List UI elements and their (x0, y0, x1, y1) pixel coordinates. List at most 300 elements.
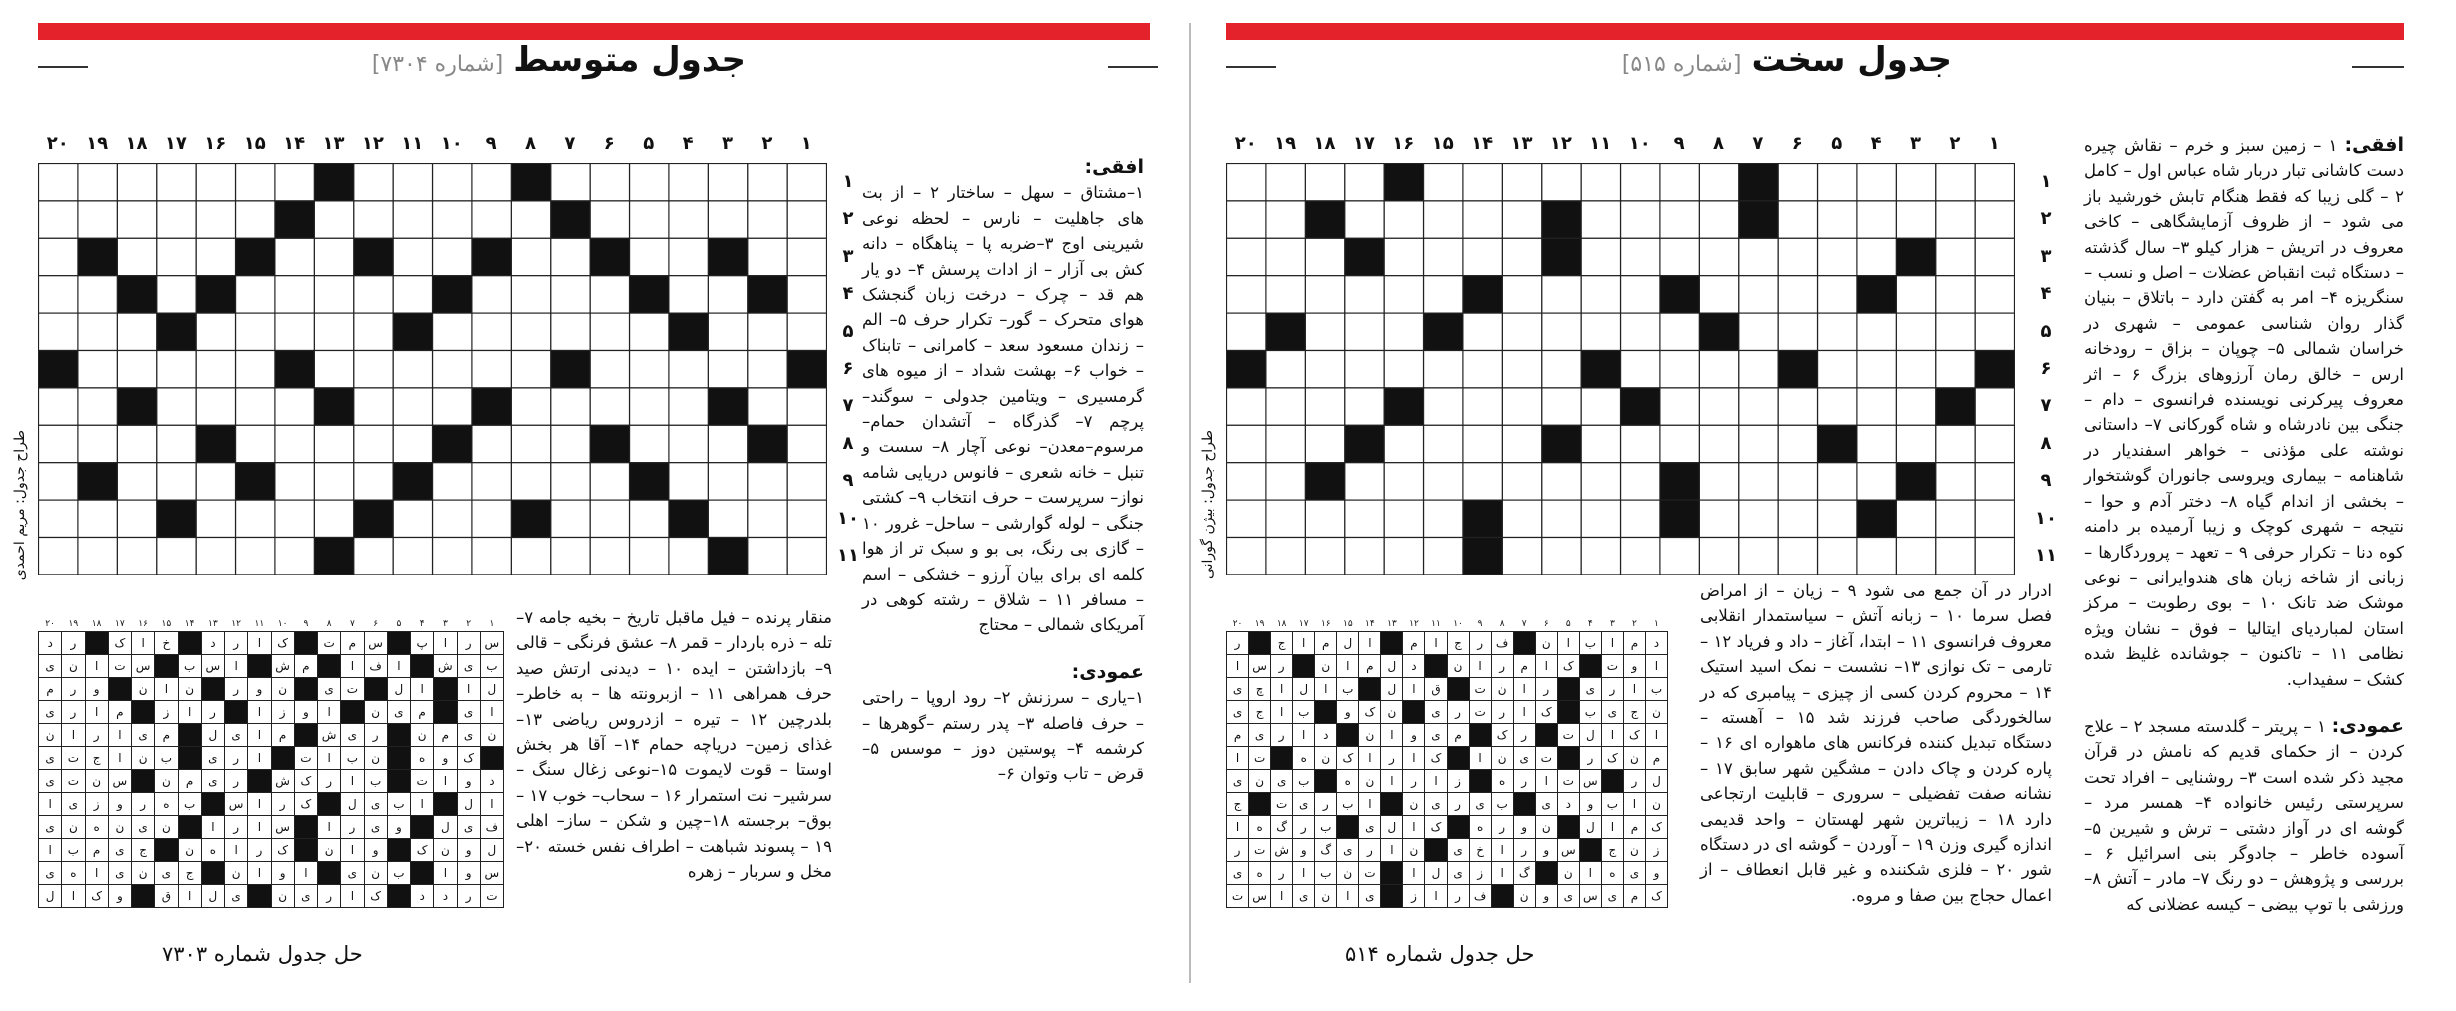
grid-cell[interactable] (630, 238, 669, 275)
grid-cell[interactable] (1975, 500, 2014, 537)
grid-cell[interactable] (748, 201, 787, 238)
grid-cell[interactable] (1345, 201, 1384, 238)
grid-cell[interactable] (511, 238, 550, 275)
grid-cell[interactable] (393, 500, 432, 537)
grid-cell[interactable] (472, 201, 511, 238)
grid-cell[interactable] (78, 201, 117, 238)
grid-cell[interactable] (1542, 313, 1581, 350)
grid-cell[interactable] (1424, 463, 1463, 500)
grid-cell[interactable] (1936, 313, 1975, 350)
grid-cell[interactable] (196, 238, 235, 275)
grid-cell[interactable] (433, 164, 472, 201)
grid-cell[interactable] (1739, 425, 1778, 462)
grid-cell[interactable] (1621, 276, 1660, 313)
grid-cell[interactable] (1896, 500, 1935, 537)
grid-cell[interactable] (1621, 351, 1660, 388)
grid-cell[interactable] (1621, 238, 1660, 275)
grid-cell[interactable] (1699, 351, 1738, 388)
grid-cell[interactable] (1384, 238, 1423, 275)
grid-cell[interactable] (1305, 313, 1344, 350)
grid-cell[interactable] (1305, 538, 1344, 575)
grid-cell[interactable] (669, 164, 708, 201)
grid-cell[interactable] (1621, 538, 1660, 575)
grid-cell[interactable] (1975, 388, 2014, 425)
grid-cell[interactable] (1463, 201, 1502, 238)
grid-cell[interactable] (314, 351, 353, 388)
grid-cell[interactable] (236, 425, 275, 462)
grid-cell[interactable] (1936, 500, 1975, 537)
grid-cell[interactable] (39, 425, 78, 462)
grid-cell[interactable] (1699, 463, 1738, 500)
grid-cell[interactable] (1896, 201, 1935, 238)
grid-cell[interactable] (787, 425, 826, 462)
grid-cell[interactable] (511, 351, 550, 388)
grid-cell[interactable] (1660, 351, 1699, 388)
grid-cell[interactable] (314, 425, 353, 462)
grid-cell[interactable] (1936, 164, 1975, 201)
grid-cell[interactable] (236, 164, 275, 201)
grid-cell[interactable] (196, 388, 235, 425)
grid-cell[interactable] (630, 201, 669, 238)
grid-cell[interactable] (1384, 276, 1423, 313)
grid-cell[interactable] (630, 313, 669, 350)
grid-cell[interactable] (1699, 164, 1738, 201)
grid-cell[interactable] (708, 313, 747, 350)
grid-cell[interactable] (78, 313, 117, 350)
grid-cell[interactable] (1857, 313, 1896, 350)
grid-cell[interactable] (748, 238, 787, 275)
grid-cell[interactable] (1621, 425, 1660, 462)
grid-cell[interactable] (1739, 351, 1778, 388)
grid-cell[interactable] (1818, 238, 1857, 275)
grid-cell[interactable] (1778, 463, 1817, 500)
grid-cell[interactable] (275, 164, 314, 201)
grid-cell[interactable] (1739, 388, 1778, 425)
grid-cell[interactable] (117, 538, 156, 575)
grid-cell[interactable] (393, 276, 432, 313)
grid-cell[interactable] (1778, 201, 1817, 238)
grid-cell[interactable] (787, 388, 826, 425)
grid-cell[interactable] (1699, 238, 1738, 275)
grid-cell[interactable] (1542, 388, 1581, 425)
grid-cell[interactable] (39, 238, 78, 275)
grid-cell[interactable] (1699, 201, 1738, 238)
grid-cell[interactable] (1857, 238, 1896, 275)
grid-cell[interactable] (1266, 463, 1305, 500)
grid-cell[interactable] (1463, 164, 1502, 201)
grid-cell[interactable] (1581, 276, 1620, 313)
grid-cell[interactable] (1542, 164, 1581, 201)
grid-cell[interactable] (117, 164, 156, 201)
grid-cell[interactable] (1227, 463, 1266, 500)
grid-cell[interactable] (1818, 351, 1857, 388)
grid-cell[interactable] (236, 538, 275, 575)
grid-cell[interactable] (1857, 164, 1896, 201)
grid-cell[interactable] (1818, 538, 1857, 575)
grid-cell[interactable] (472, 463, 511, 500)
grid-cell[interactable] (787, 538, 826, 575)
grid-cell[interactable] (39, 201, 78, 238)
grid-cell[interactable] (1424, 425, 1463, 462)
grid-cell[interactable] (1581, 388, 1620, 425)
grid-cell[interactable] (1266, 238, 1305, 275)
grid-cell[interactable] (1975, 463, 2014, 500)
grid-cell[interactable] (196, 351, 235, 388)
grid-cell[interactable] (708, 500, 747, 537)
grid-cell[interactable] (433, 351, 472, 388)
grid-cell[interactable] (708, 164, 747, 201)
grid-cell[interactable] (1502, 463, 1541, 500)
grid-cell[interactable] (1896, 313, 1935, 350)
grid-cell[interactable] (433, 201, 472, 238)
grid-cell[interactable] (236, 201, 275, 238)
grid-cell[interactable] (1502, 500, 1541, 537)
grid-cell[interactable] (1463, 425, 1502, 462)
grid-cell[interactable] (472, 276, 511, 313)
grid-cell[interactable] (708, 463, 747, 500)
grid-cell[interactable] (748, 538, 787, 575)
grid-cell[interactable] (1739, 538, 1778, 575)
grid-cell[interactable] (78, 276, 117, 313)
grid-cell[interactable] (275, 500, 314, 537)
grid-cell[interactable] (1857, 201, 1896, 238)
grid-cell[interactable] (1699, 500, 1738, 537)
grid-cell[interactable] (1227, 313, 1266, 350)
grid-cell[interactable] (590, 500, 629, 537)
grid-cell[interactable] (1896, 164, 1935, 201)
grid-cell[interactable] (1345, 351, 1384, 388)
grid-cell[interactable] (314, 276, 353, 313)
grid-cell[interactable] (1660, 388, 1699, 425)
grid-cell[interactable] (1424, 201, 1463, 238)
grid-cell[interactable] (1424, 500, 1463, 537)
grid-cell[interactable] (393, 164, 432, 201)
grid-cell[interactable] (748, 388, 787, 425)
grid-cell[interactable] (1227, 538, 1266, 575)
grid-cell[interactable] (787, 201, 826, 238)
grid-cell[interactable] (1739, 463, 1778, 500)
grid-cell[interactable] (669, 538, 708, 575)
grid-cell[interactable] (1778, 313, 1817, 350)
grid-cell[interactable] (1975, 164, 2014, 201)
grid-cell[interactable] (1581, 201, 1620, 238)
grid-cell[interactable] (630, 425, 669, 462)
grid-cell[interactable] (511, 538, 550, 575)
grid-cell[interactable] (1857, 425, 1896, 462)
grid-cell[interactable] (1345, 538, 1384, 575)
grid-cell[interactable] (354, 463, 393, 500)
grid-cell[interactable] (1463, 351, 1502, 388)
grid-cell[interactable] (1818, 388, 1857, 425)
grid-cell[interactable] (1581, 538, 1620, 575)
grid-cell[interactable] (551, 164, 590, 201)
grid-cell[interactable] (748, 313, 787, 350)
grid-cell[interactable] (1266, 201, 1305, 238)
grid-cell[interactable] (708, 425, 747, 462)
grid-cell[interactable] (1581, 425, 1620, 462)
grid-cell[interactable] (117, 238, 156, 275)
grid-cell[interactable] (1424, 164, 1463, 201)
grid-cell[interactable] (1502, 164, 1541, 201)
grid-cell[interactable] (433, 538, 472, 575)
grid-cell[interactable] (511, 201, 550, 238)
grid-cell[interactable] (1975, 238, 2014, 275)
grid-cell[interactable] (236, 500, 275, 537)
grid-cell[interactable] (1936, 201, 1975, 238)
grid-cell[interactable] (551, 238, 590, 275)
grid-cell[interactable] (787, 313, 826, 350)
grid-cell[interactable] (1778, 164, 1817, 201)
grid-cell[interactable] (236, 388, 275, 425)
grid-cell[interactable] (1502, 425, 1541, 462)
grid-cell[interactable] (1699, 388, 1738, 425)
grid-cell[interactable] (275, 463, 314, 500)
grid-cell[interactable] (433, 388, 472, 425)
grid-cell[interactable] (1305, 276, 1344, 313)
grid-cell[interactable] (1581, 238, 1620, 275)
grid-cell[interactable] (157, 538, 196, 575)
grid-cell[interactable] (1345, 164, 1384, 201)
grid-cell[interactable] (39, 276, 78, 313)
grid-cell[interactable] (1936, 351, 1975, 388)
grid-cell[interactable] (236, 351, 275, 388)
grid-cell[interactable] (433, 238, 472, 275)
grid-cell[interactable] (472, 164, 511, 201)
grid-cell[interactable] (1384, 425, 1423, 462)
grid-cell[interactable] (1463, 388, 1502, 425)
grid-cell[interactable] (1345, 276, 1384, 313)
grid-cell[interactable] (1266, 500, 1305, 537)
grid-cell[interactable] (630, 388, 669, 425)
grid-cell[interactable] (669, 425, 708, 462)
grid-cell[interactable] (1699, 425, 1738, 462)
grid-cell[interactable] (1266, 276, 1305, 313)
grid-cell[interactable] (511, 425, 550, 462)
grid-cell[interactable] (433, 500, 472, 537)
grid-cell[interactable] (1502, 238, 1541, 275)
grid-cell[interactable] (1305, 500, 1344, 537)
grid-cell[interactable] (1266, 425, 1305, 462)
grid-cell[interactable] (275, 388, 314, 425)
grid-cell[interactable] (78, 538, 117, 575)
grid-cell[interactable] (1227, 201, 1266, 238)
grid-cell[interactable] (590, 276, 629, 313)
grid-cell[interactable] (787, 500, 826, 537)
grid-cell[interactable] (354, 425, 393, 462)
grid-cell[interactable] (1581, 164, 1620, 201)
grid-cell[interactable] (196, 538, 235, 575)
grid-cell[interactable] (157, 276, 196, 313)
grid-cell[interactable] (275, 238, 314, 275)
grid-cell[interactable] (1778, 500, 1817, 537)
grid-cell[interactable] (551, 538, 590, 575)
grid-cell[interactable] (157, 351, 196, 388)
grid-cell[interactable] (433, 463, 472, 500)
grid-cell[interactable] (1424, 238, 1463, 275)
grid-cell[interactable] (393, 538, 432, 575)
grid-cell[interactable] (708, 351, 747, 388)
grid-cell[interactable] (314, 500, 353, 537)
grid-cell[interactable] (1857, 538, 1896, 575)
grid-cell[interactable] (590, 164, 629, 201)
grid-cell[interactable] (1739, 500, 1778, 537)
grid-cell[interactable] (1463, 238, 1502, 275)
grid-cell[interactable] (1699, 538, 1738, 575)
grid-cell[interactable] (1305, 238, 1344, 275)
grid-cell[interactable] (1305, 388, 1344, 425)
grid-cell[interactable] (1424, 538, 1463, 575)
grid-cell[interactable] (1581, 500, 1620, 537)
grid-cell[interactable] (1345, 313, 1384, 350)
grid-cell[interactable] (1345, 463, 1384, 500)
grid-cell[interactable] (1660, 313, 1699, 350)
grid-cell[interactable] (39, 388, 78, 425)
grid-cell[interactable] (157, 463, 196, 500)
grid-cell[interactable] (708, 201, 747, 238)
grid-cell[interactable] (1896, 276, 1935, 313)
grid-cell[interactable] (1975, 425, 2014, 462)
grid-cell[interactable] (433, 313, 472, 350)
grid-cell[interactable] (1975, 313, 2014, 350)
grid-cell[interactable] (1345, 388, 1384, 425)
grid-cell[interactable] (669, 201, 708, 238)
grid-cell[interactable] (787, 276, 826, 313)
grid-cell[interactable] (590, 351, 629, 388)
grid-cell[interactable] (1896, 388, 1935, 425)
grid-cell[interactable] (472, 351, 511, 388)
grid-cell[interactable] (1621, 313, 1660, 350)
grid-cell[interactable] (157, 238, 196, 275)
grid-cell[interactable] (275, 313, 314, 350)
grid-cell[interactable] (39, 538, 78, 575)
grid-cell[interactable] (1621, 164, 1660, 201)
grid-cell[interactable] (669, 238, 708, 275)
grid-cell[interactable] (1305, 425, 1344, 462)
grid-cell[interactable] (1739, 238, 1778, 275)
grid-cell[interactable] (117, 313, 156, 350)
grid-cell[interactable] (196, 313, 235, 350)
grid-cell[interactable] (1857, 351, 1896, 388)
grid-cell[interactable] (511, 388, 550, 425)
grid-cell[interactable] (196, 500, 235, 537)
grid-cell[interactable] (117, 500, 156, 537)
grid-cell[interactable] (1621, 201, 1660, 238)
grid-cell[interactable] (157, 164, 196, 201)
grid-cell[interactable] (157, 388, 196, 425)
grid-cell[interactable] (393, 201, 432, 238)
grid-cell[interactable] (354, 276, 393, 313)
grid-cell[interactable] (117, 463, 156, 500)
grid-cell[interactable] (1660, 164, 1699, 201)
grid-cell[interactable] (39, 463, 78, 500)
grid-cell[interactable] (1818, 463, 1857, 500)
grid-cell[interactable] (1975, 538, 2014, 575)
grid-cell[interactable] (157, 425, 196, 462)
grid-cell[interactable] (590, 313, 629, 350)
grid-cell[interactable] (1818, 313, 1857, 350)
grid-cell[interactable] (1778, 276, 1817, 313)
grid-cell[interactable] (1896, 538, 1935, 575)
grid-cell[interactable] (1660, 201, 1699, 238)
grid-cell[interactable] (1621, 500, 1660, 537)
grid-cell[interactable] (551, 425, 590, 462)
grid-cell[interactable] (196, 201, 235, 238)
grid-cell[interactable] (551, 463, 590, 500)
grid-cell[interactable] (1266, 164, 1305, 201)
grid-cell[interactable] (1266, 351, 1305, 388)
grid-cell[interactable] (590, 201, 629, 238)
grid-cell[interactable] (78, 425, 117, 462)
grid-cell[interactable] (1542, 538, 1581, 575)
grid-cell[interactable] (78, 351, 117, 388)
grid-cell[interactable] (669, 463, 708, 500)
grid-cell[interactable] (669, 276, 708, 313)
grid-cell[interactable] (393, 425, 432, 462)
grid-cell[interactable] (748, 500, 787, 537)
grid-cell[interactable] (1896, 351, 1935, 388)
grid-cell[interactable] (314, 201, 353, 238)
grid-cell[interactable] (1778, 425, 1817, 462)
grid-cell[interactable] (1542, 500, 1581, 537)
grid-cell[interactable] (1857, 388, 1896, 425)
grid-cell[interactable] (748, 463, 787, 500)
grid-cell[interactable] (1227, 425, 1266, 462)
grid-cell[interactable] (314, 238, 353, 275)
grid-cell[interactable] (1227, 388, 1266, 425)
grid-cell[interactable] (1818, 164, 1857, 201)
grid-cell[interactable] (1542, 463, 1581, 500)
grid-cell[interactable] (1227, 164, 1266, 201)
grid-cell[interactable] (669, 388, 708, 425)
grid-cell[interactable] (630, 500, 669, 537)
grid-cell[interactable] (1384, 500, 1423, 537)
grid-cell[interactable] (1739, 276, 1778, 313)
grid-cell[interactable] (1227, 238, 1266, 275)
grid-cell[interactable] (1975, 276, 2014, 313)
grid-cell[interactable] (1581, 463, 1620, 500)
grid-cell[interactable] (1384, 538, 1423, 575)
grid-cell[interactable] (1936, 538, 1975, 575)
grid-cell[interactable] (275, 276, 314, 313)
grid-cell[interactable] (1818, 201, 1857, 238)
grid-cell[interactable] (1384, 463, 1423, 500)
grid-cell[interactable] (1581, 313, 1620, 350)
grid-cell[interactable] (1660, 238, 1699, 275)
grid-cell[interactable] (1266, 388, 1305, 425)
grid-cell[interactable] (354, 538, 393, 575)
grid-cell[interactable] (1936, 238, 1975, 275)
grid-cell[interactable] (354, 388, 393, 425)
grid-cell[interactable] (1502, 351, 1541, 388)
grid-cell[interactable] (1266, 538, 1305, 575)
grid-cell[interactable] (1542, 276, 1581, 313)
grid-cell[interactable] (1975, 201, 2014, 238)
grid-cell[interactable] (117, 425, 156, 462)
grid-cell[interactable] (1778, 238, 1817, 275)
grid-cell[interactable] (590, 538, 629, 575)
grid-cell[interactable] (39, 500, 78, 537)
grid-cell[interactable] (117, 351, 156, 388)
grid-cell[interactable] (1305, 164, 1344, 201)
grid-cell[interactable] (314, 463, 353, 500)
grid-cell[interactable] (1660, 538, 1699, 575)
grid-cell[interactable] (1502, 313, 1541, 350)
grid-cell[interactable] (630, 351, 669, 388)
grid-cell[interactable] (472, 500, 511, 537)
grid-cell[interactable] (1542, 351, 1581, 388)
grid-cell[interactable] (1227, 276, 1266, 313)
grid-cell[interactable] (787, 238, 826, 275)
